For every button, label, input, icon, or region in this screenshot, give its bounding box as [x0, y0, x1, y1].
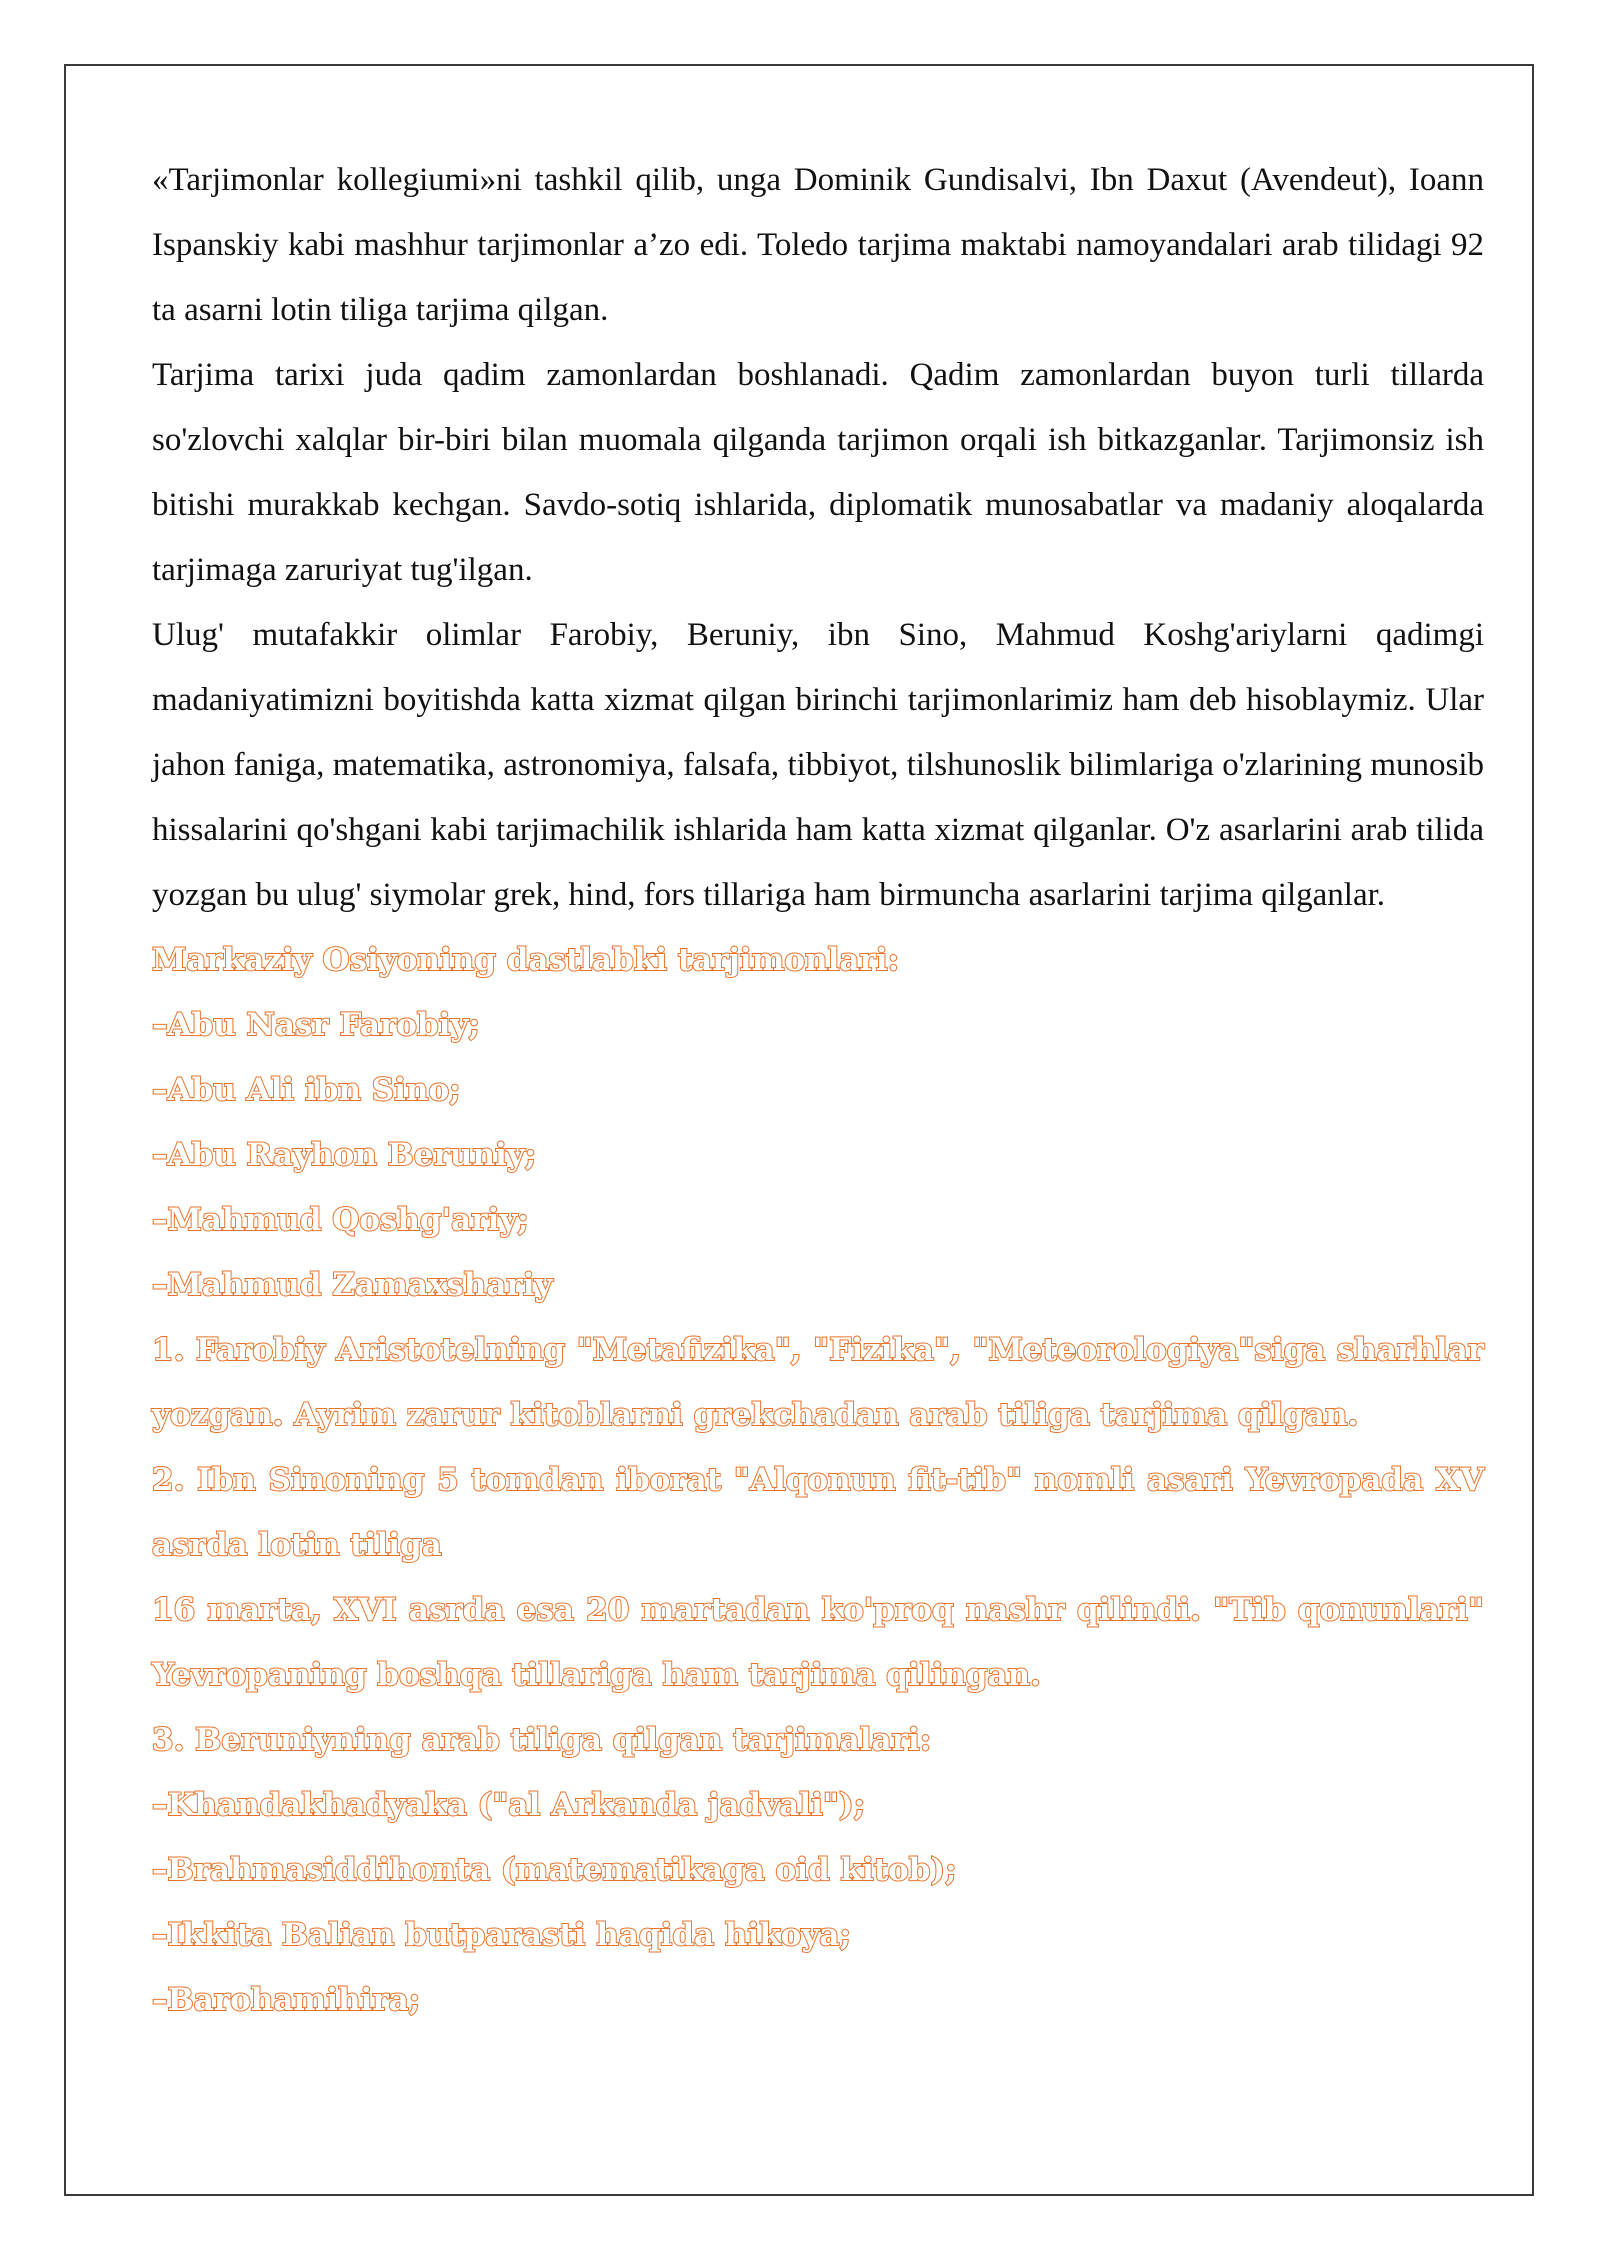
highlighted-heading: Markaziy Osiyoning dastlabki tarjimonlari: [152, 942, 900, 978]
beruniy-work-item: –Khandakhadyaka ("al Arkanda jadvali"); [152, 1787, 866, 1823]
paragraph-translators-collegium: «Tarjimonlar kollegiumi»ni tashkil qilib, unga Dominik Gundisalvi, Ibn Daxut (Avendeut), Ioann Ispanskiy kabi mashhur tarjimonlar a’zo edi. Toledo tarjima maktabi namoyandalari arab tilidagi 92 ta asarni lotin tiliga tarjima qilgan. [152, 162, 1484, 328]
translator-item: –Abu Rayhon Beruniy; [152, 1137, 537, 1173]
point-farobiy: 1. Farobiy Aristotelning "Metafizika", "Fizika", "Meteorologiya"siga sharhlar yozgan. Ayrim zarur kitoblarni grekchadan arab tiliga tarjima qilgan. [152, 1332, 1484, 1433]
translator-item: –Abu Nasr Farobiy; [152, 1007, 480, 1043]
translator-item: –Mahmud Qoshg'ariy; [152, 1202, 529, 1238]
translator-item: –Mahmud Zamaxshariy [152, 1267, 553, 1303]
beruniy-work-item: –Brahmasiddihonta (matematikaga oid kitob); [152, 1852, 957, 1888]
paragraph-translation-history: Tarjima tarixi juda qadim zamonlardan boshlanadi. Qadim zamonlardan buyon turli tillarda so'zlovchi xalqlar bir-biri bilan muomala qilganda tarjimon orqali ish bitkazganlar. Tarjimonsiz ish bitishi murakkab kechgan. Savdo-sotiq ishlarida, diplomatik munosabatlar va madaniy aloqalarda tarjimaga zaruriyat tug'ilgan. [152, 357, 1484, 588]
beruniy-work-item: –Ikkita Balian butparasti haqida hikoya; [152, 1917, 851, 1953]
point-ibn-sino-part2: 16 marta, XVI asrda esa 20 martadan ko'proq nashr qilindi. "Tib qonunlari" Yevropaning boshqa tillariga ham tarjima qilingan. [152, 1592, 1484, 1693]
point-ibn-sino-part1: 2. Ibn Sinoning 5 tomdan iborat "Alqonun fit-tib" nomli asari Yevropada XV asrda lotin tiliga [152, 1462, 1484, 1563]
beruniy-work-item: –Barohamihira; [152, 1982, 421, 2018]
paragraph-great-scholars: Ulug' mutafakkir olimlar Farobiy, Beruniy, ibn Sino, Mahmud Koshg'ariylarni qadimgi madaniyatimizni boyitishda katta xizmat qilgan birinchi tarjimonlarimiz ham deb hisoblaymiz. Ular jahon faniga, matematika, astronomiya, falsafa, tibbiyot, tilshunoslik bilimlariga o'zlarining munosib hissalarini qo'shgani kabi tarjimachilik ishlarida ham katta xizmat qilganlar. O'z asarlarini arab tilida yozgan bu ulug' siymolar grek, hind, fors tillariga ham birmuncha asarlarini tarjima qilganlar. [152, 617, 1484, 913]
point-beruniy: 3. Beruniyning arab tiliga qilgan tarjimalari: [152, 1722, 932, 1758]
translator-item: –Abu Ali ibn Sino; [152, 1072, 461, 1108]
document-body [152, 148, 1484, 2033]
